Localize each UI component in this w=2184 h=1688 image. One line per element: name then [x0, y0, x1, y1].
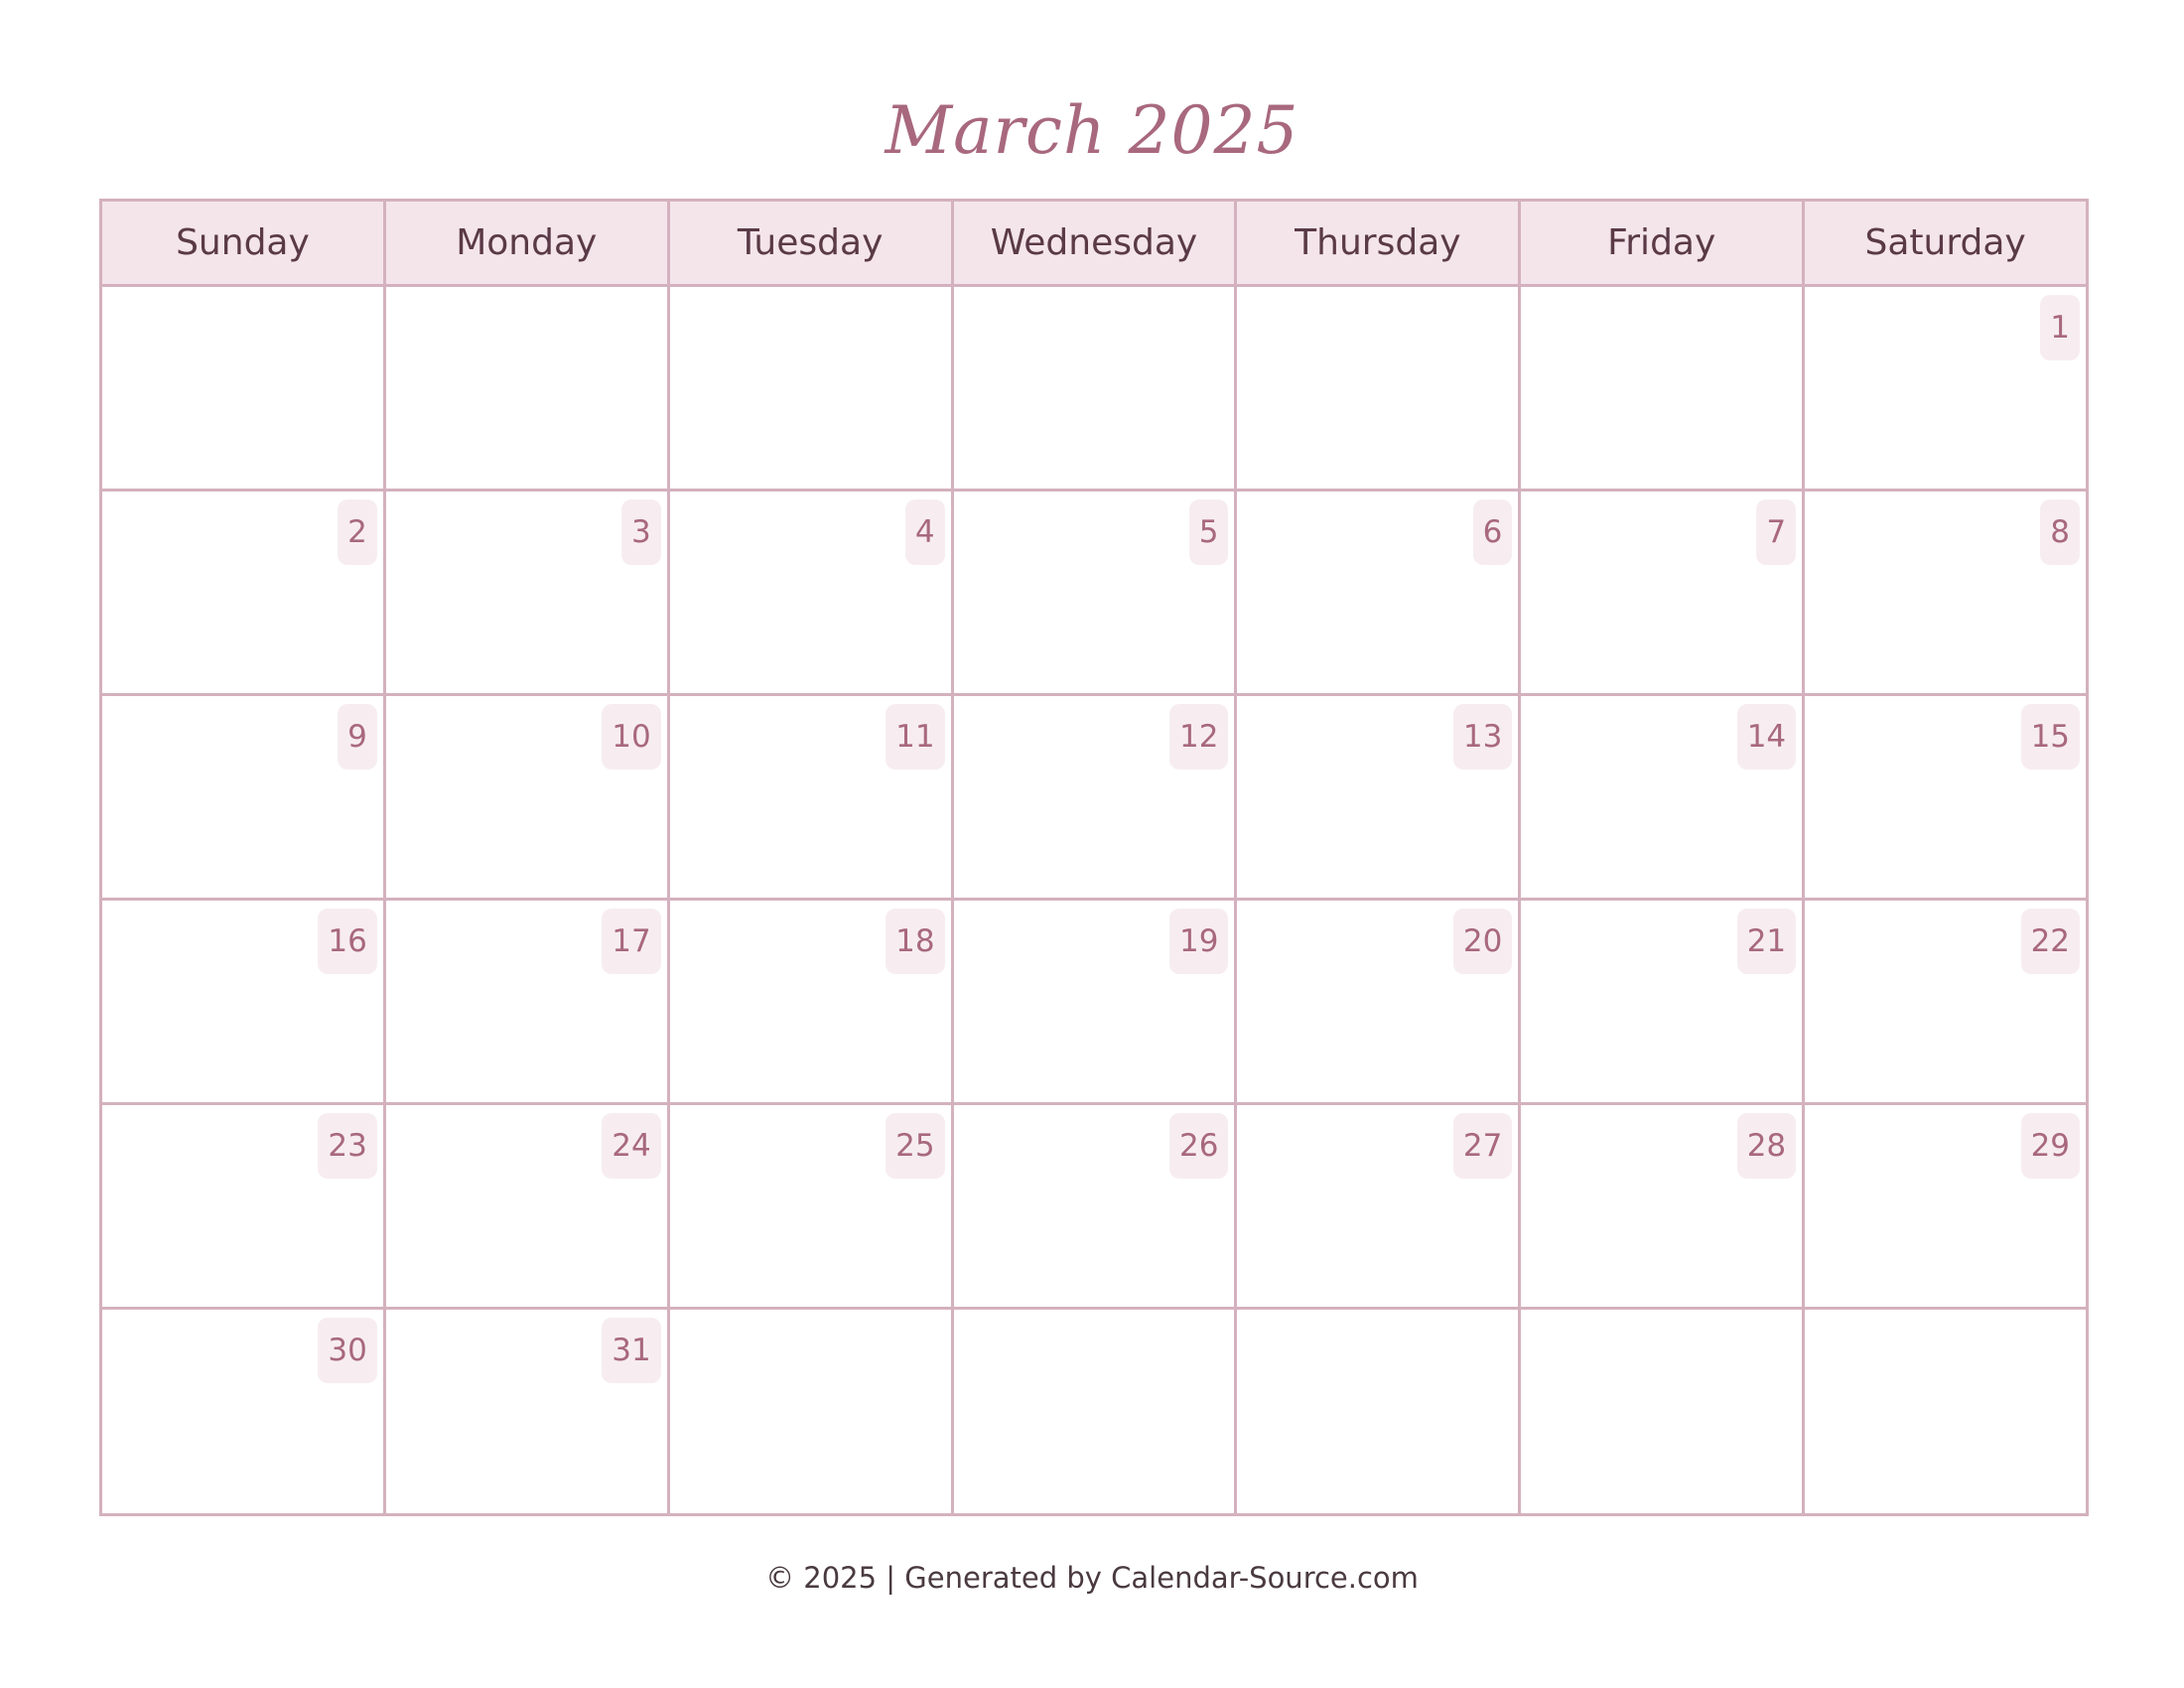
day-cell — [954, 1105, 1238, 1307]
day-cell — [386, 1310, 670, 1513]
day-cell — [1237, 901, 1521, 1102]
day-number: 17 — [602, 909, 660, 974]
day-cell — [102, 696, 386, 898]
day-cell — [954, 492, 1238, 693]
day-cell — [386, 492, 670, 693]
day-number: 1 — [2040, 295, 2080, 360]
weekday-header-row — [102, 202, 2086, 287]
day-number: 14 — [1737, 704, 1796, 770]
day-cell — [386, 696, 670, 898]
weekday-monday: Monday — [386, 202, 670, 284]
day-number: 12 — [1169, 704, 1228, 770]
day-cell — [1237, 287, 1521, 489]
day-number: 29 — [2021, 1113, 2080, 1179]
week-row — [102, 287, 2086, 492]
day-cell — [1521, 492, 1805, 693]
day-number: 30 — [318, 1318, 376, 1383]
day-cell — [386, 1105, 670, 1307]
day-cell — [1521, 696, 1805, 898]
day-cell — [386, 901, 670, 1102]
day-cell — [670, 1105, 954, 1307]
week-row — [102, 696, 2086, 901]
day-cell — [1237, 492, 1521, 693]
day-cell — [102, 1310, 386, 1513]
day-number: 7 — [1756, 499, 1796, 565]
day-number: 31 — [602, 1318, 660, 1383]
day-cell — [102, 901, 386, 1102]
day-cell — [1805, 492, 2086, 693]
day-cell — [1805, 287, 2086, 489]
day-number: 10 — [602, 704, 660, 770]
day-number: 21 — [1737, 909, 1796, 974]
day-number: 6 — [1473, 499, 1513, 565]
day-cell — [1237, 696, 1521, 898]
day-cell — [954, 901, 1238, 1102]
day-cell — [1805, 1105, 2086, 1307]
day-number: 4 — [905, 499, 945, 565]
day-number: 24 — [602, 1113, 660, 1179]
day-cell — [1521, 1310, 1805, 1513]
weekday-tuesday: Tuesday — [670, 202, 954, 284]
day-cell — [1237, 1310, 1521, 1513]
day-cell — [954, 696, 1238, 898]
calendar-title: March 2025 — [885, 92, 1299, 169]
day-number: 27 — [1453, 1113, 1512, 1179]
day-number: 13 — [1453, 704, 1512, 770]
day-number: 19 — [1169, 909, 1228, 974]
day-cell — [1805, 1310, 2086, 1513]
day-cell — [102, 287, 386, 489]
day-number: 18 — [886, 909, 944, 974]
week-row — [102, 1310, 2086, 1513]
day-cell — [954, 287, 1238, 489]
calendar-grid — [99, 199, 2089, 1516]
day-cell — [1521, 287, 1805, 489]
day-cell — [1521, 901, 1805, 1102]
day-number: 20 — [1453, 909, 1512, 974]
week-row — [102, 492, 2086, 696]
day-cell — [670, 287, 954, 489]
day-number: 25 — [886, 1113, 944, 1179]
day-cell — [670, 492, 954, 693]
week-row — [102, 1105, 2086, 1310]
day-number: 5 — [1189, 499, 1229, 565]
day-cell — [670, 696, 954, 898]
weeks-container — [102, 287, 2086, 1513]
day-cell — [670, 1310, 954, 1513]
day-number: 16 — [318, 909, 376, 974]
weekday-friday: Friday — [1521, 202, 1805, 284]
day-number: 22 — [2021, 909, 2080, 974]
footer-credit: © 2025 | Generated by Calendar-Source.com — [765, 1561, 1419, 1595]
day-number: 8 — [2040, 499, 2080, 565]
day-cell — [386, 287, 670, 489]
day-cell — [670, 901, 954, 1102]
day-number: 9 — [338, 704, 377, 770]
weekday-thursday: Thursday — [1237, 202, 1521, 284]
day-number: 2 — [338, 499, 377, 565]
day-number: 23 — [318, 1113, 376, 1179]
day-number: 26 — [1169, 1113, 1228, 1179]
weekday-saturday: Saturday — [1864, 222, 2026, 263]
day-cell — [1805, 696, 2086, 898]
week-row — [102, 901, 2086, 1105]
day-cell — [1237, 1105, 1521, 1307]
weekday-wednesday: Wednesday — [954, 202, 1238, 284]
day-cell — [1805, 901, 2086, 1102]
day-cell — [954, 1310, 1238, 1513]
day-cell — [102, 492, 386, 693]
day-number: 11 — [886, 704, 944, 770]
day-number: 3 — [621, 499, 661, 565]
weekday-sunday: Sunday — [102, 202, 386, 284]
day-number: 28 — [1737, 1113, 1796, 1179]
day-cell — [102, 1105, 386, 1307]
day-number: 15 — [2021, 704, 2080, 770]
day-cell — [1521, 1105, 1805, 1307]
